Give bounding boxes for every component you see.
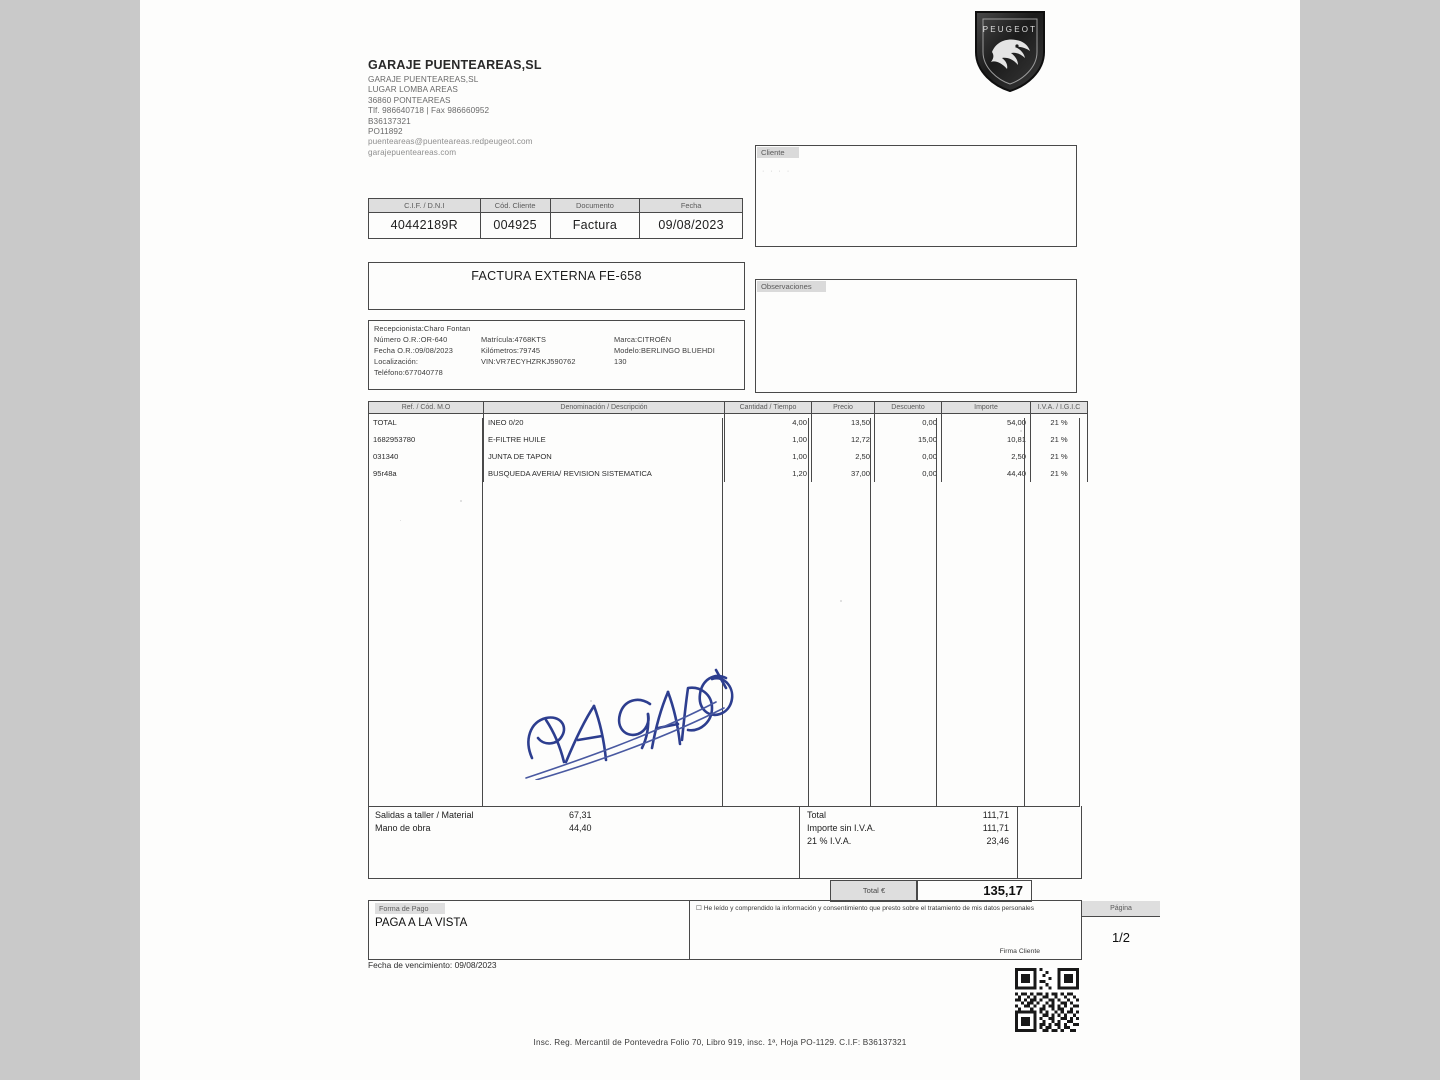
fecha-vencimiento: Fecha de vencimiento: 09/08/2023	[368, 960, 497, 970]
company-line-3: 36860 PONTEAREAS	[368, 95, 451, 105]
row-iva: 21 %	[1031, 414, 1088, 432]
kilometros-field: Kilómetros:79745	[481, 346, 541, 355]
forma-pago-label: Forma de Pago	[375, 903, 445, 914]
consent-checkbox[interactable]: ☐	[696, 905, 702, 912]
items-header-desc: Denominación / Descripción	[484, 402, 725, 414]
order-vehicle-block	[368, 320, 745, 390]
company-block	[368, 58, 708, 158]
peugeot-logo	[970, 8, 1050, 94]
row-iva: 21 %	[1031, 431, 1088, 448]
company-phone-fax: Tlf. 986640718 | Fax 986660952	[368, 106, 490, 116]
company-email: puenteareas@puenteareas.redpeugeot.com	[368, 137, 533, 147]
scan-speck	[460, 500, 462, 502]
totals-total-label: Total	[807, 810, 827, 820]
meta-header-documento: Documento	[550, 199, 640, 213]
modelo-field: Modelo:BERLINGO BLUEHDI	[614, 346, 715, 355]
meta-value-documento: Factura	[550, 213, 640, 239]
company-website: garajepuenteareas.com	[368, 147, 457, 157]
grand-total-label: Total €	[830, 880, 918, 902]
scan-surface	[140, 0, 1300, 1080]
consent-text: ☐ He leído y comprendido la información y consentimiento que presto sobre el tratamiento de mis datos personales	[696, 905, 1034, 912]
row-descuento: 15,00	[875, 431, 942, 448]
invoice-meta-table	[368, 198, 743, 239]
totals-base-value: 111,71	[982, 823, 1009, 833]
items-header-importe: Importe	[942, 402, 1031, 414]
row-cantidad: 1,20	[725, 465, 812, 482]
registry-footer: Insc. Reg. Mercantil de Pontevedra Folio 70, Libro 919, insc. 1ª, Hoja PO-1129. C.I.F: B36137321	[533, 1038, 907, 1047]
totals-salidas-value: 67,31	[569, 810, 592, 820]
svg-text:PEUGEOT: PEUGEOT	[982, 25, 1038, 34]
items-header-ref: Ref. / Cód. M.O	[369, 402, 484, 414]
observaciones-label: Observaciones	[757, 281, 826, 292]
pagina-value: 1/2	[1081, 916, 1160, 959]
localizacion-field: Localización:	[374, 357, 419, 366]
row-ref: 95r48a	[369, 465, 484, 482]
observaciones-box	[755, 279, 1077, 393]
cliente-redacted-content: · · · ·	[762, 168, 792, 175]
scan-speck	[840, 600, 842, 602]
cliente-box	[755, 145, 1077, 247]
row-ref: 031340	[369, 448, 484, 465]
row-precio: 2,50	[812, 448, 875, 465]
page-number-section	[1081, 901, 1159, 959]
scan-speck	[590, 700, 592, 702]
meta-value-codcliente: 004925	[480, 213, 550, 239]
numero-or-field: Número O.R.:OR-640	[374, 335, 448, 344]
row-desc: E-FILTRE HUILE	[484, 431, 725, 448]
qr-code	[1015, 968, 1079, 1032]
totals-mano-value: 44,40	[569, 823, 592, 833]
consent-section	[689, 901, 1082, 959]
meta-value-fecha: 09/08/2023	[640, 213, 743, 239]
cliente-label: Cliente	[757, 147, 799, 158]
line-items-empty-area	[368, 418, 1080, 806]
row-cantidad: 1,00	[725, 431, 812, 448]
totals-mano-label: Mano de obra	[375, 823, 431, 833]
fecha-or-field: Fecha O.R.:09/08/2023	[374, 346, 453, 355]
totals-area	[368, 806, 1082, 879]
row-desc: JUNTA DE TAPON	[484, 448, 725, 465]
totals-base-label: Importe sin I.V.A.	[807, 823, 876, 833]
scan-speck	[1020, 430, 1022, 432]
row-iva: 21 %	[1031, 448, 1088, 465]
items-header-precio: Precio	[812, 402, 875, 414]
row-ref: 1682953780	[369, 431, 484, 448]
row-desc: INEO 0/20	[484, 414, 725, 432]
company-line-2: LUGAR LOMBA AREAS	[368, 85, 458, 95]
meta-value-cif: 40442189R	[369, 213, 481, 239]
company-code: PO11892	[368, 127, 403, 137]
meta-header-fecha: Fecha	[640, 199, 743, 213]
recepcionista-field: Recepcionista:Charo Fontan	[374, 324, 471, 333]
row-precio: 12,72	[812, 431, 875, 448]
totals-total-value: 111,71	[982, 810, 1009, 820]
firma-cliente-label: Firma Cliente	[999, 948, 1040, 955]
grand-total-value: 135,17	[916, 880, 1032, 902]
meta-header-codcliente: Cód. Cliente	[480, 199, 550, 213]
row-precio: 37,00	[812, 465, 875, 482]
totals-iva-value: 23,46	[986, 836, 1009, 846]
items-header-descuento: Descuento	[875, 402, 942, 414]
items-header-iva: I.V.A. / I.G.I.C	[1031, 402, 1088, 414]
marca-field: Marca:CITROËN	[614, 335, 672, 344]
company-vat: B36137321	[368, 116, 411, 126]
meta-header-row	[369, 199, 743, 213]
row-cantidad: 4,00	[725, 414, 812, 432]
meta-value-row	[369, 213, 743, 239]
telefono-field: Teléfono:677040778	[374, 368, 443, 377]
external-invoice-text: FACTURA EXTERNA FE-658	[471, 269, 642, 283]
items-header-cantidad: Cantidad / Tiempo	[725, 402, 812, 414]
company-name: GARAJE PUENTEAREAS,SL	[368, 58, 542, 72]
scan-speck	[400, 520, 401, 521]
forma-pago-value: PAGA A LA VISTA	[375, 917, 468, 929]
items-header-row	[369, 402, 1088, 414]
totals-iva-label: 21 % I.V.A.	[807, 836, 852, 846]
row-importe: 44,40	[942, 465, 1031, 482]
row-descuento: 0,00	[875, 448, 942, 465]
row-cantidad: 1,00	[725, 448, 812, 465]
meta-header-cif: C.I.F. / D.N.I	[369, 199, 481, 213]
row-ref: TOTAL	[369, 414, 484, 432]
scanned-page	[140, 0, 1300, 1080]
row-descuento: 0,00	[875, 465, 942, 482]
pagina-label: Página	[1081, 901, 1160, 917]
row-importe: 54,00	[942, 414, 1031, 432]
row-importe: 10,81	[942, 431, 1031, 448]
modelo-continuation: 130	[614, 357, 627, 366]
row-descuento: 0,00	[875, 414, 942, 432]
matricula-field: Matrícula:4768KTS	[481, 335, 546, 344]
row-importe: 2,50	[942, 448, 1031, 465]
totals-salidas-label: Salidas a taller / Material	[375, 810, 474, 820]
payment-footer	[368, 900, 1132, 960]
external-invoice-banner	[368, 262, 745, 310]
row-precio: 13,50	[812, 414, 875, 432]
vin-field: VIN:VR7ECYHZRKJ590762	[481, 357, 576, 366]
company-line-1: GARAJE PUENTEAREAS,SL	[368, 75, 479, 84]
row-desc: BUSQUEDA AVERIA/ REVISION SISTEMATICA	[484, 465, 725, 482]
row-iva: 21 %	[1031, 465, 1088, 482]
